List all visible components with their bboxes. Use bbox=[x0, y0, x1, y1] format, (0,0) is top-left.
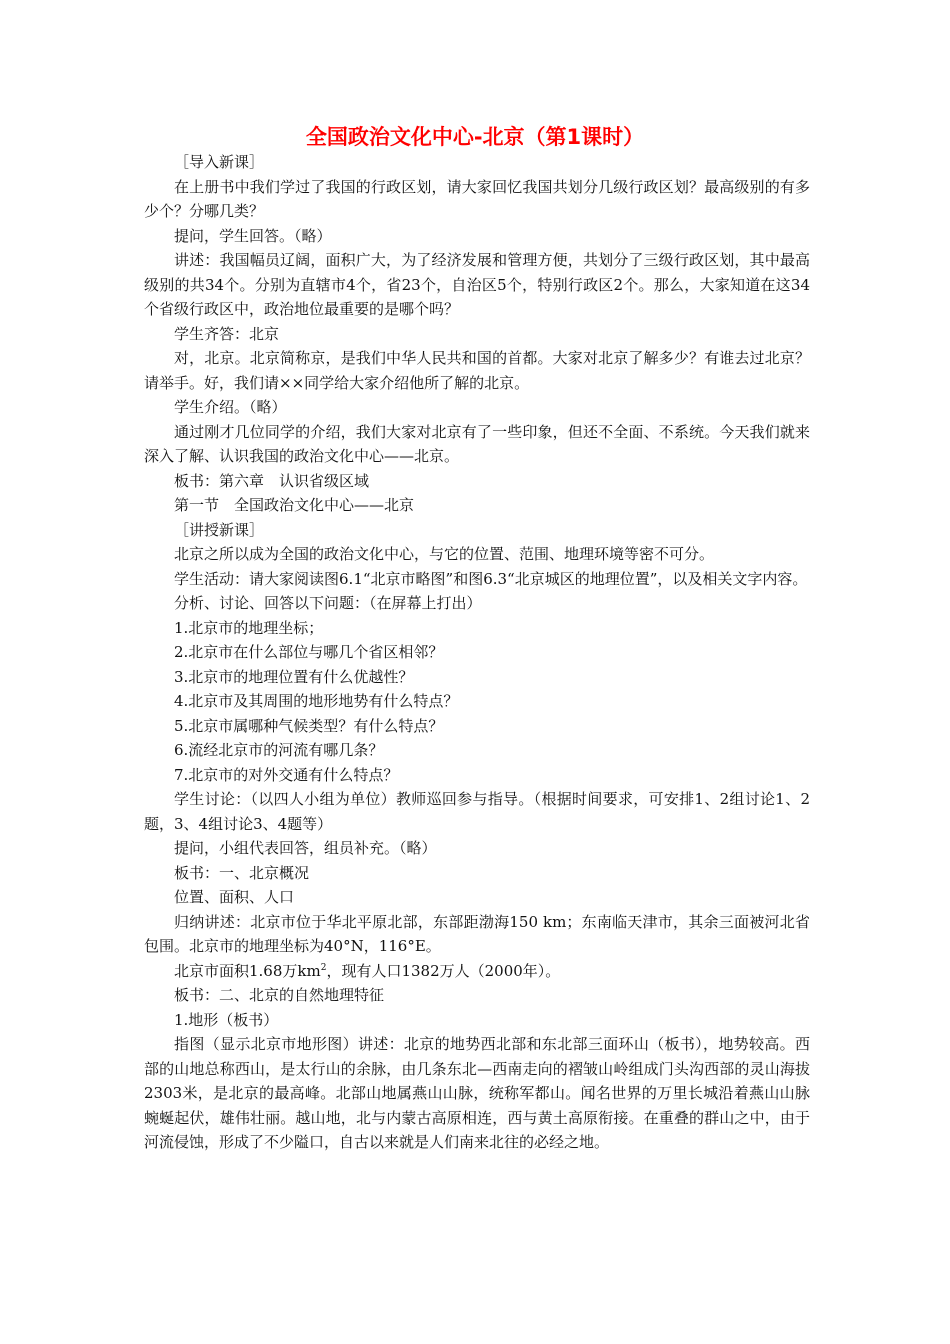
paragraph-area-population bbox=[144, 959, 810, 984]
paragraph: 第一节 全国政治文化中心——北京 bbox=[174, 496, 415, 514]
paragraph: 对，北京。北京简称京，是我们中华人民共和国的首都。大家对北京了解多少？有谁去过北京？请举手。好，我们请××同学给大家介绍他所了解的北京。 bbox=[144, 349, 810, 392]
document-body bbox=[144, 150, 810, 1155]
paragraph: 位置、面积、人口 bbox=[174, 888, 295, 906]
list-item: 4.北京市及其周围的地形地势有什么特点？ bbox=[174, 692, 459, 710]
superscript: 2 bbox=[320, 962, 327, 973]
paragraph: 归纳讲述：北京市位于华北平原北部，东部距渤海150 km；东南临天津市，其余三面被河北省包围。北京市的地理坐标为40°N，116°E。 bbox=[144, 912, 810, 955]
list-item: 1.北京市的地理坐标； bbox=[174, 618, 324, 637]
paragraph: 学生讨论：（以四人小组为单位）教师巡回参与指导。（根据时间要求，可安排1、2组讨论1、2题，3、4组讨论3、4题等） bbox=[144, 790, 810, 833]
list-item: 2.北京市在什么部位与哪几个省区相邻？ bbox=[174, 643, 444, 661]
list-item: 7.北京市的对外交通有什么特点？ bbox=[174, 765, 399, 784]
paragraph: 板书：一、北京概况 bbox=[174, 863, 310, 882]
population-text: ，现有人口1382万人（2000年）。 bbox=[326, 961, 561, 980]
paragraph: 分析、讨论、回答以下问题：（在屏幕上打出） bbox=[174, 594, 482, 612]
area-text: 北京市面积1.68万km bbox=[174, 961, 321, 980]
paragraph: 讲述：我国幅员辽阔，面积广大，为了经济发展和管理方便，共划分了三级行政区划，其中最高级别的共34个。分别为直辖市4个，省23个，自治区5个，特别行政区2个。那么，大家知道在这34个省级行政区中，政治地位最重要的是哪个吗？ bbox=[144, 251, 810, 318]
paragraph: 在上册书中我们学过了我国的行政区划，请大家回忆我国共划分几级行政区划？最高级别的有多少个？分哪几类？ bbox=[144, 177, 810, 220]
list-item: 3.北京市的地理位置有什么优越性？ bbox=[174, 667, 414, 686]
list-item: 6.流经北京市的河流有哪几条？ bbox=[174, 741, 384, 759]
paragraph: 学生介绍。（略） bbox=[174, 398, 287, 416]
paragraph: 1.地形（板书） bbox=[174, 1010, 279, 1029]
paragraph: 板书：第六章 认识省级区域 bbox=[174, 471, 370, 490]
paragraph: 提问，小组代表回答，组员补充。（略） bbox=[174, 839, 437, 857]
paragraph: 学生齐答：北京 bbox=[174, 324, 280, 343]
paragraph: 通过刚才几位同学的介绍，我们大家对北京有了一些印象，但还不全面、不系统。今天我们就来深入了解、认识我国的政治文化中心——北京。 bbox=[144, 422, 810, 465]
section-heading: ［讲授新课］ bbox=[174, 520, 265, 539]
document-title: 全国政治文化中心-北京（第1课时） bbox=[305, 125, 645, 149]
paragraph: 指图（显示北京市地形图）讲述：北京的地势西北部和东北部三面环山（板书），地势较高。西部的山地总称西山，是太行山的余脉，由几条东北—西南走向的褶皱山岭组成门头沟西部的灵山海拔2303米，是北京的最高峰。北部山地属燕山山脉，统称军都山。闻名世界的万里长城沿着燕山山脉蜿蜒起伏，雄伟壮丽。越山地，北与内蒙古高原相连，西与黄土高原衔接。在重叠的群山之中，由于河流侵蚀，形成了不少隘口，自古以来就是人们南来北往的必经之地。 bbox=[144, 1035, 810, 1151]
paragraph: 板书：二、北京的自然地理特征 bbox=[174, 986, 385, 1004]
section-heading: ［导入新课］ bbox=[174, 153, 265, 171]
list-item: 5.北京市属哪种气候类型？有什么特点？ bbox=[174, 716, 444, 735]
paragraph: 提问，学生回答。（略） bbox=[174, 226, 332, 245]
paragraph: 学生活动：请大家阅读图6.1“北京市略图”和图6.3“北京城区的地理位置”，以及相关文字内容。 bbox=[174, 569, 808, 588]
paragraph: 北京之所以成为全国的政治文化中心，与它的位置、范围、地理环境等密不可分。 bbox=[174, 545, 715, 563]
